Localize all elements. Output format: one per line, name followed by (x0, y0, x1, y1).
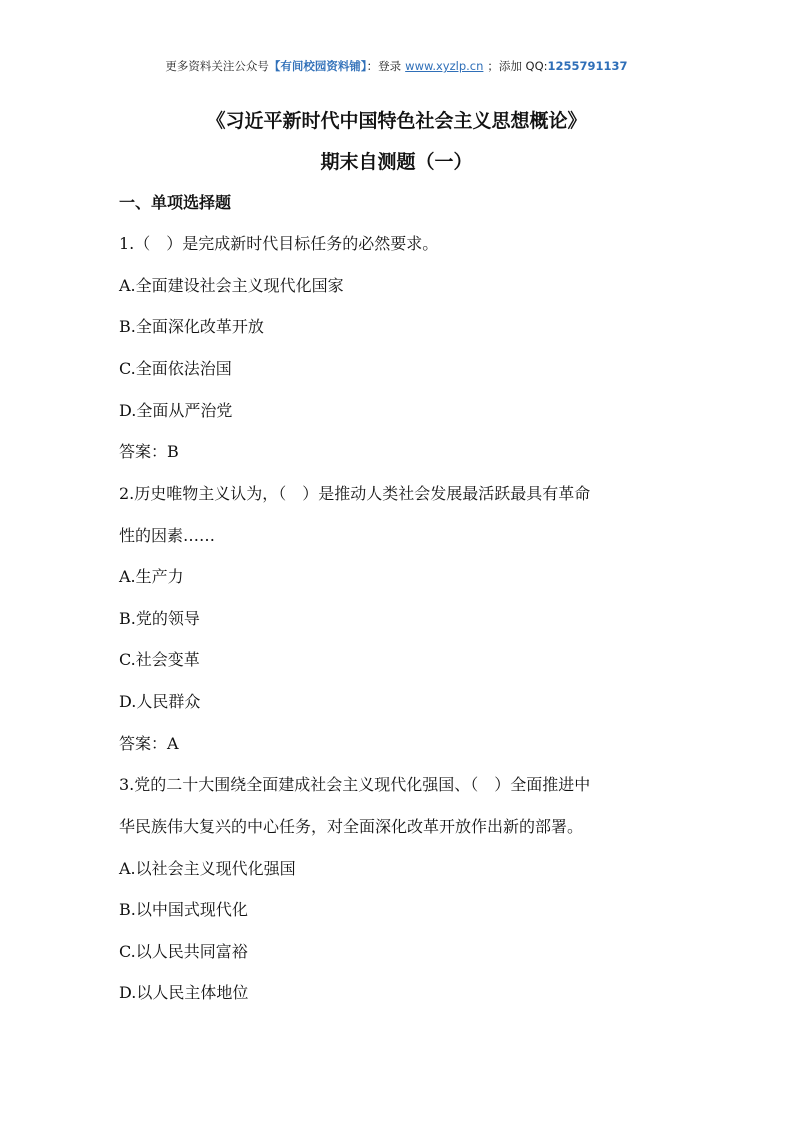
question-2-answer: 答案：A (119, 734, 179, 753)
question-1-stem: 1.（ ）是完成新时代目标任务的必然要求。 (119, 234, 439, 253)
question-1-option-c: C.全面依法治国 (119, 359, 232, 378)
question-1-option-b: B.全面深化改革开放 (119, 317, 264, 336)
section-heading: 一、单项选择题 (119, 193, 232, 212)
header-prefix: 更多资料关注公众号 (165, 59, 269, 73)
document-subtitle: 期末自测题（一） (320, 151, 473, 173)
question-2-option-a: A.生产力 (119, 567, 184, 586)
question-2-option-c: C.社会变革 (119, 650, 200, 669)
question-3-stem-line-2: 华民族伟大复兴的中心任务，对全面深化改革开放作出新的部署。 (119, 817, 584, 836)
header-login-text: ：登录 (366, 59, 402, 73)
question-2-stem-line-2: 性的因素…… (119, 526, 216, 545)
question-2-stem-line-1: 2.历史唯物主义认为，（ ）是推动人类社会发展最活跃最具有革命 (119, 484, 591, 503)
question-3-option-a: A.以社会主义现代化强国 (119, 859, 296, 878)
page-header (0, 58, 793, 74)
header-add-text: ；添加 QQ: (487, 59, 548, 73)
header-site-link[interactable]: www.xyzlp.cn (405, 59, 484, 73)
question-2-option-d: D.人民群众 (119, 692, 201, 711)
question-3-stem-line-1: 3.党的二十大围绕全面建成社会主义现代化强国、（ ）全面推进中 (119, 775, 591, 794)
question-1-option-d: D.全面从严治党 (119, 401, 233, 420)
question-2-option-b: B.党的领导 (119, 609, 200, 628)
question-1-option-a: A.全面建设社会主义现代化国家 (119, 276, 344, 295)
question-1-answer: 答案：B (119, 442, 179, 461)
question-3-option-c: C.以人民共同富裕 (119, 942, 248, 961)
header-qq-number: 1255791137 (547, 59, 628, 73)
document-title: 《习近平新时代中国特色社会主义思想概论》 (206, 110, 587, 132)
header-brand: 【有间校园资料铺】 (268, 59, 367, 73)
question-3-option-b: B.以中国式现代化 (119, 900, 248, 919)
question-3-option-d: D.以人民主体地位 (119, 983, 249, 1002)
